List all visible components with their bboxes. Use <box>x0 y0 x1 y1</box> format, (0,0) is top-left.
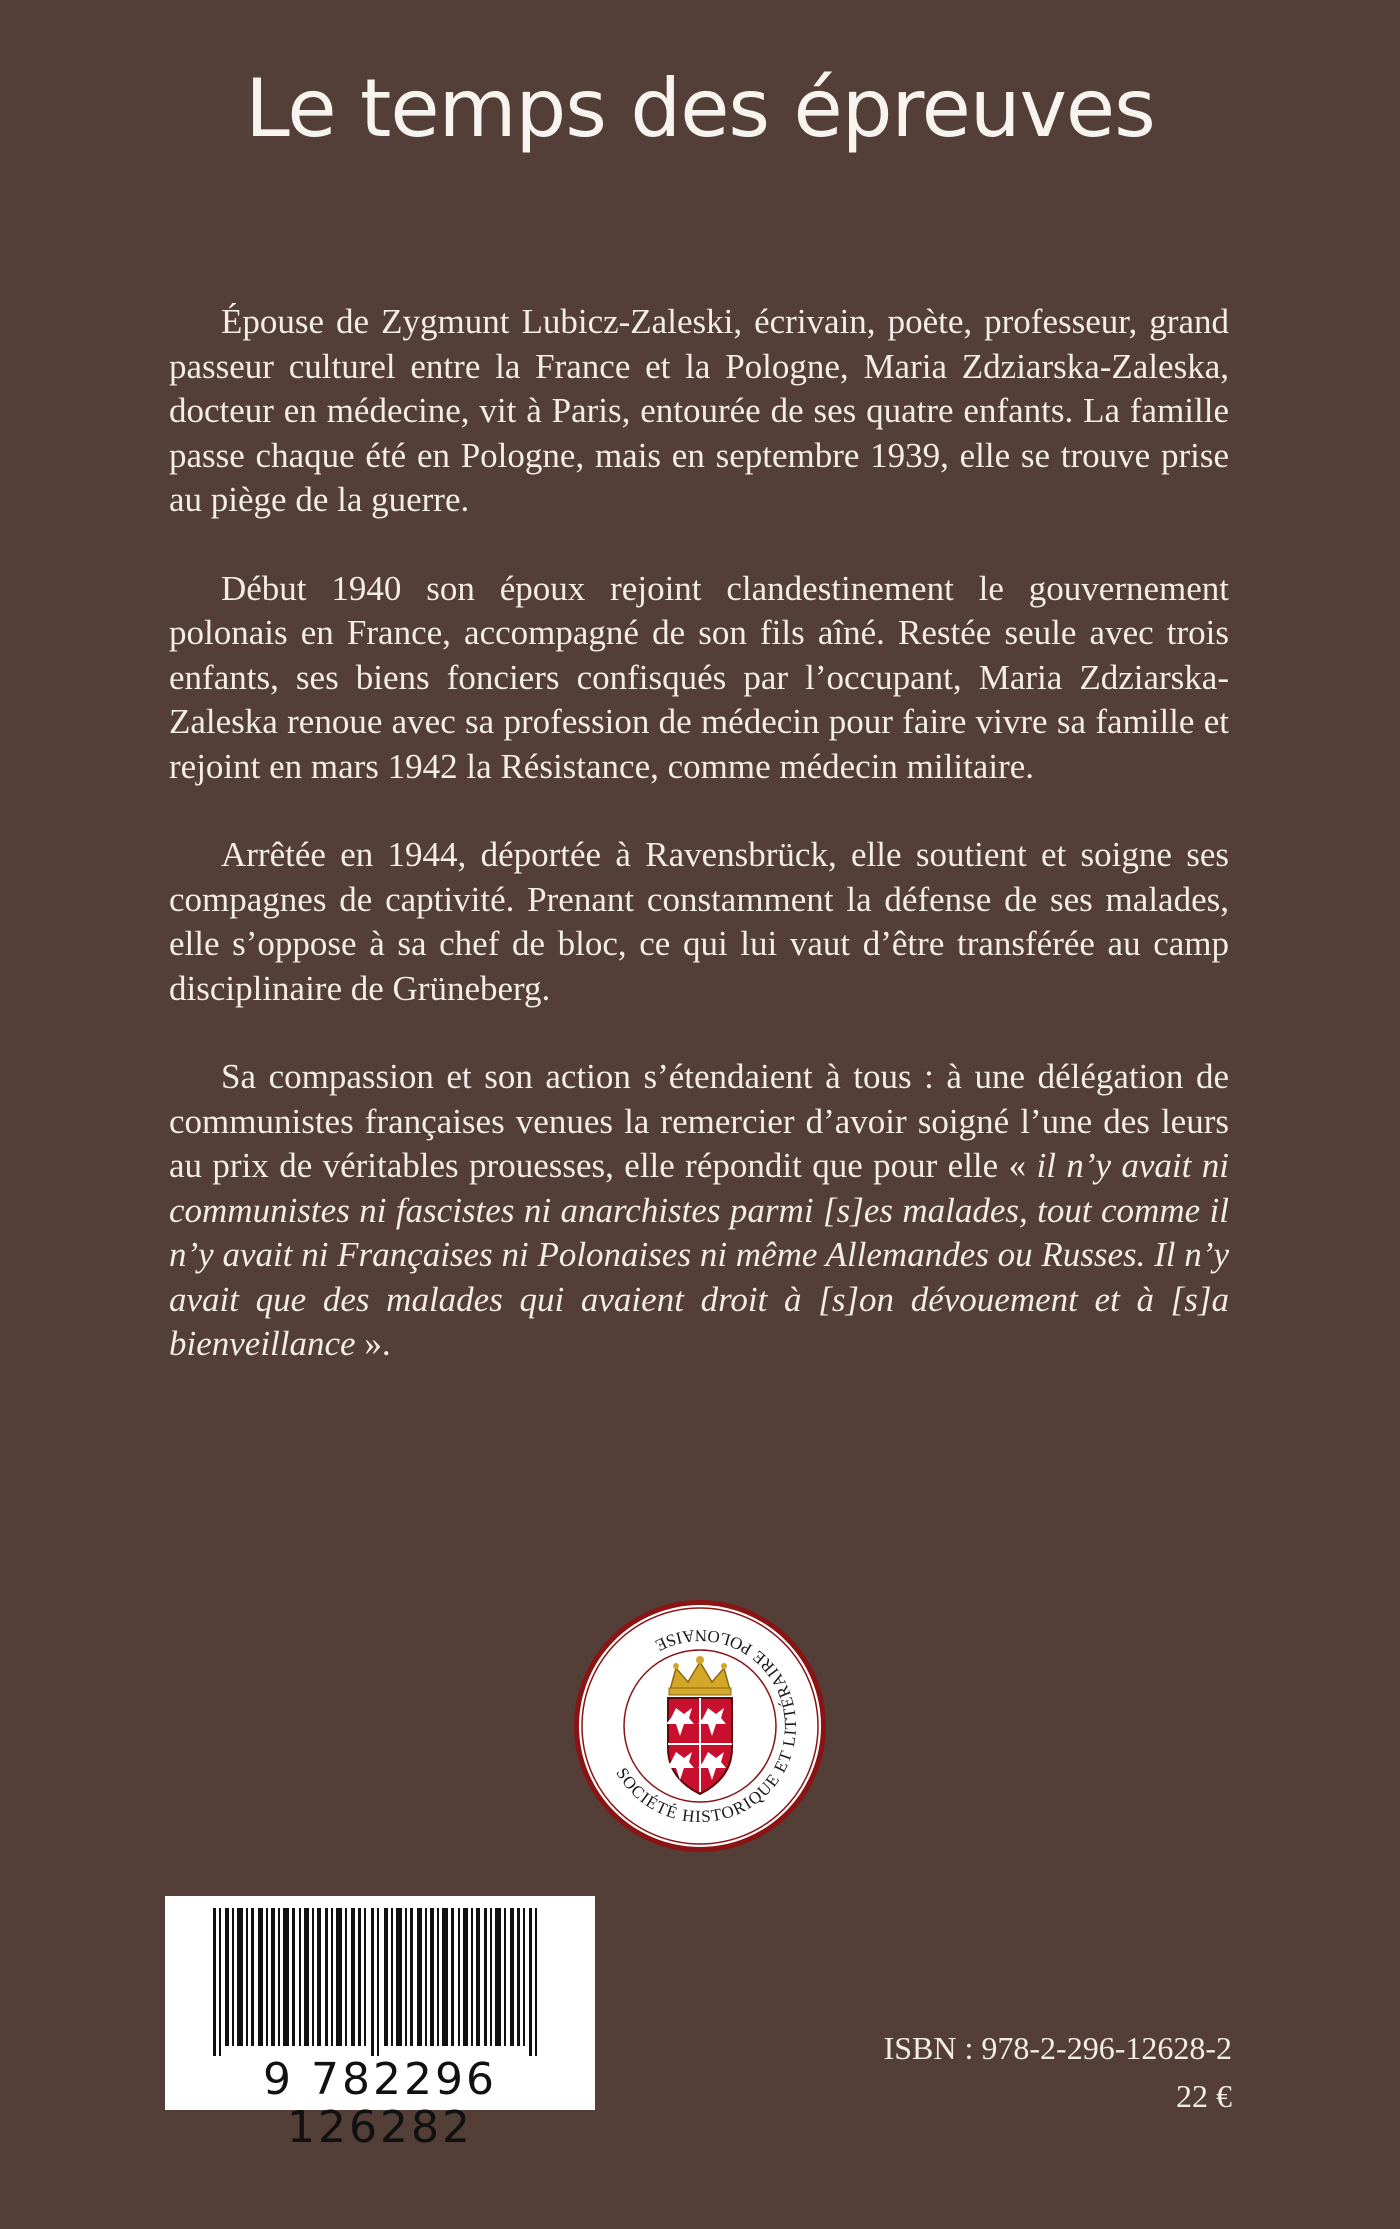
paragraph-3: Arrêtée en 1944, déportée à Ravensbrück, elle soutient et soigne ses compagnes de captivité. Prenant constamment la défense de ses malades, elle s’oppose à sa chef de bloc, ce qui lui vaut d’être transférée au camp disciplinaire de Grüneberg. <box>169 835 1229 1008</box>
paragraph-4-intro: Sa compassion et son action s’étendaient à tous : à une délégation de communistes françaises venues la remercier d’avoir soigné l’une des leurs au prix de véritables prouesses, elle répondit que pour elle « <box>169 1057 1229 1185</box>
back-cover-text <box>169 300 1229 1411</box>
paragraph-1: Épouse de Zygmunt Lubicz-Zaleski, écrivain, poète, professeur, grand passeur culturel entre la France et la Pologne, Maria Zdziarska-Zaleska, docteur en médecine, vit à Paris, entourée de ses quatre enfants. La famille passe chaque été en Pologne, mais en septembre 1939, elle se trouve prise au piège de la guerre. <box>169 302 1229 519</box>
paragraph-2: Début 1940 son époux rejoint clandestinement le gouvernement polonais en France, accompagné de son fils aîné. Restée seule avec trois enfants, ses biens fonciers confisqués par l’occupant, Maria Zdziarska-Zaleska renoue avec sa profession de médecin pour faire vivre sa famille et rejoint en mars 1942 la Résistance, comme médecin militaire. <box>169 568 1229 786</box>
paragraph-4-outro: ». <box>355 1324 391 1363</box>
price: 22 € <box>1176 2078 1232 2114</box>
barcode-bars <box>165 1896 595 2056</box>
barcode-digits: 9 782296 126282 <box>263 2054 497 2153</box>
book-title: Le temps des épreuves <box>245 62 1155 155</box>
barcode <box>165 1896 595 2153</box>
paragraph-4-quote: il n’y avait ni communistes ni fascistes ni anarchistes parmi [s]es malades, tout comme il n’y avait ni Françaises ni Polonaises ni même Allemandes ou Russes. Il n’y avait que des malades qui avaient droit à [s]on dévouement et à [s]a bienveillance <box>169 1146 1229 1363</box>
paragraph-4 <box>169 1055 1229 1367</box>
publisher-seal-logo <box>572 1598 828 1854</box>
isbn: ISBN : 978-2-296-12628-2 <box>883 2030 1232 2066</box>
publisher-seal <box>572 1598 828 1854</box>
seal-lettering: SOCIÉTÉ HISTORIQUE ET LITTÉRAIRE POLONAISE <box>612 1625 801 1827</box>
